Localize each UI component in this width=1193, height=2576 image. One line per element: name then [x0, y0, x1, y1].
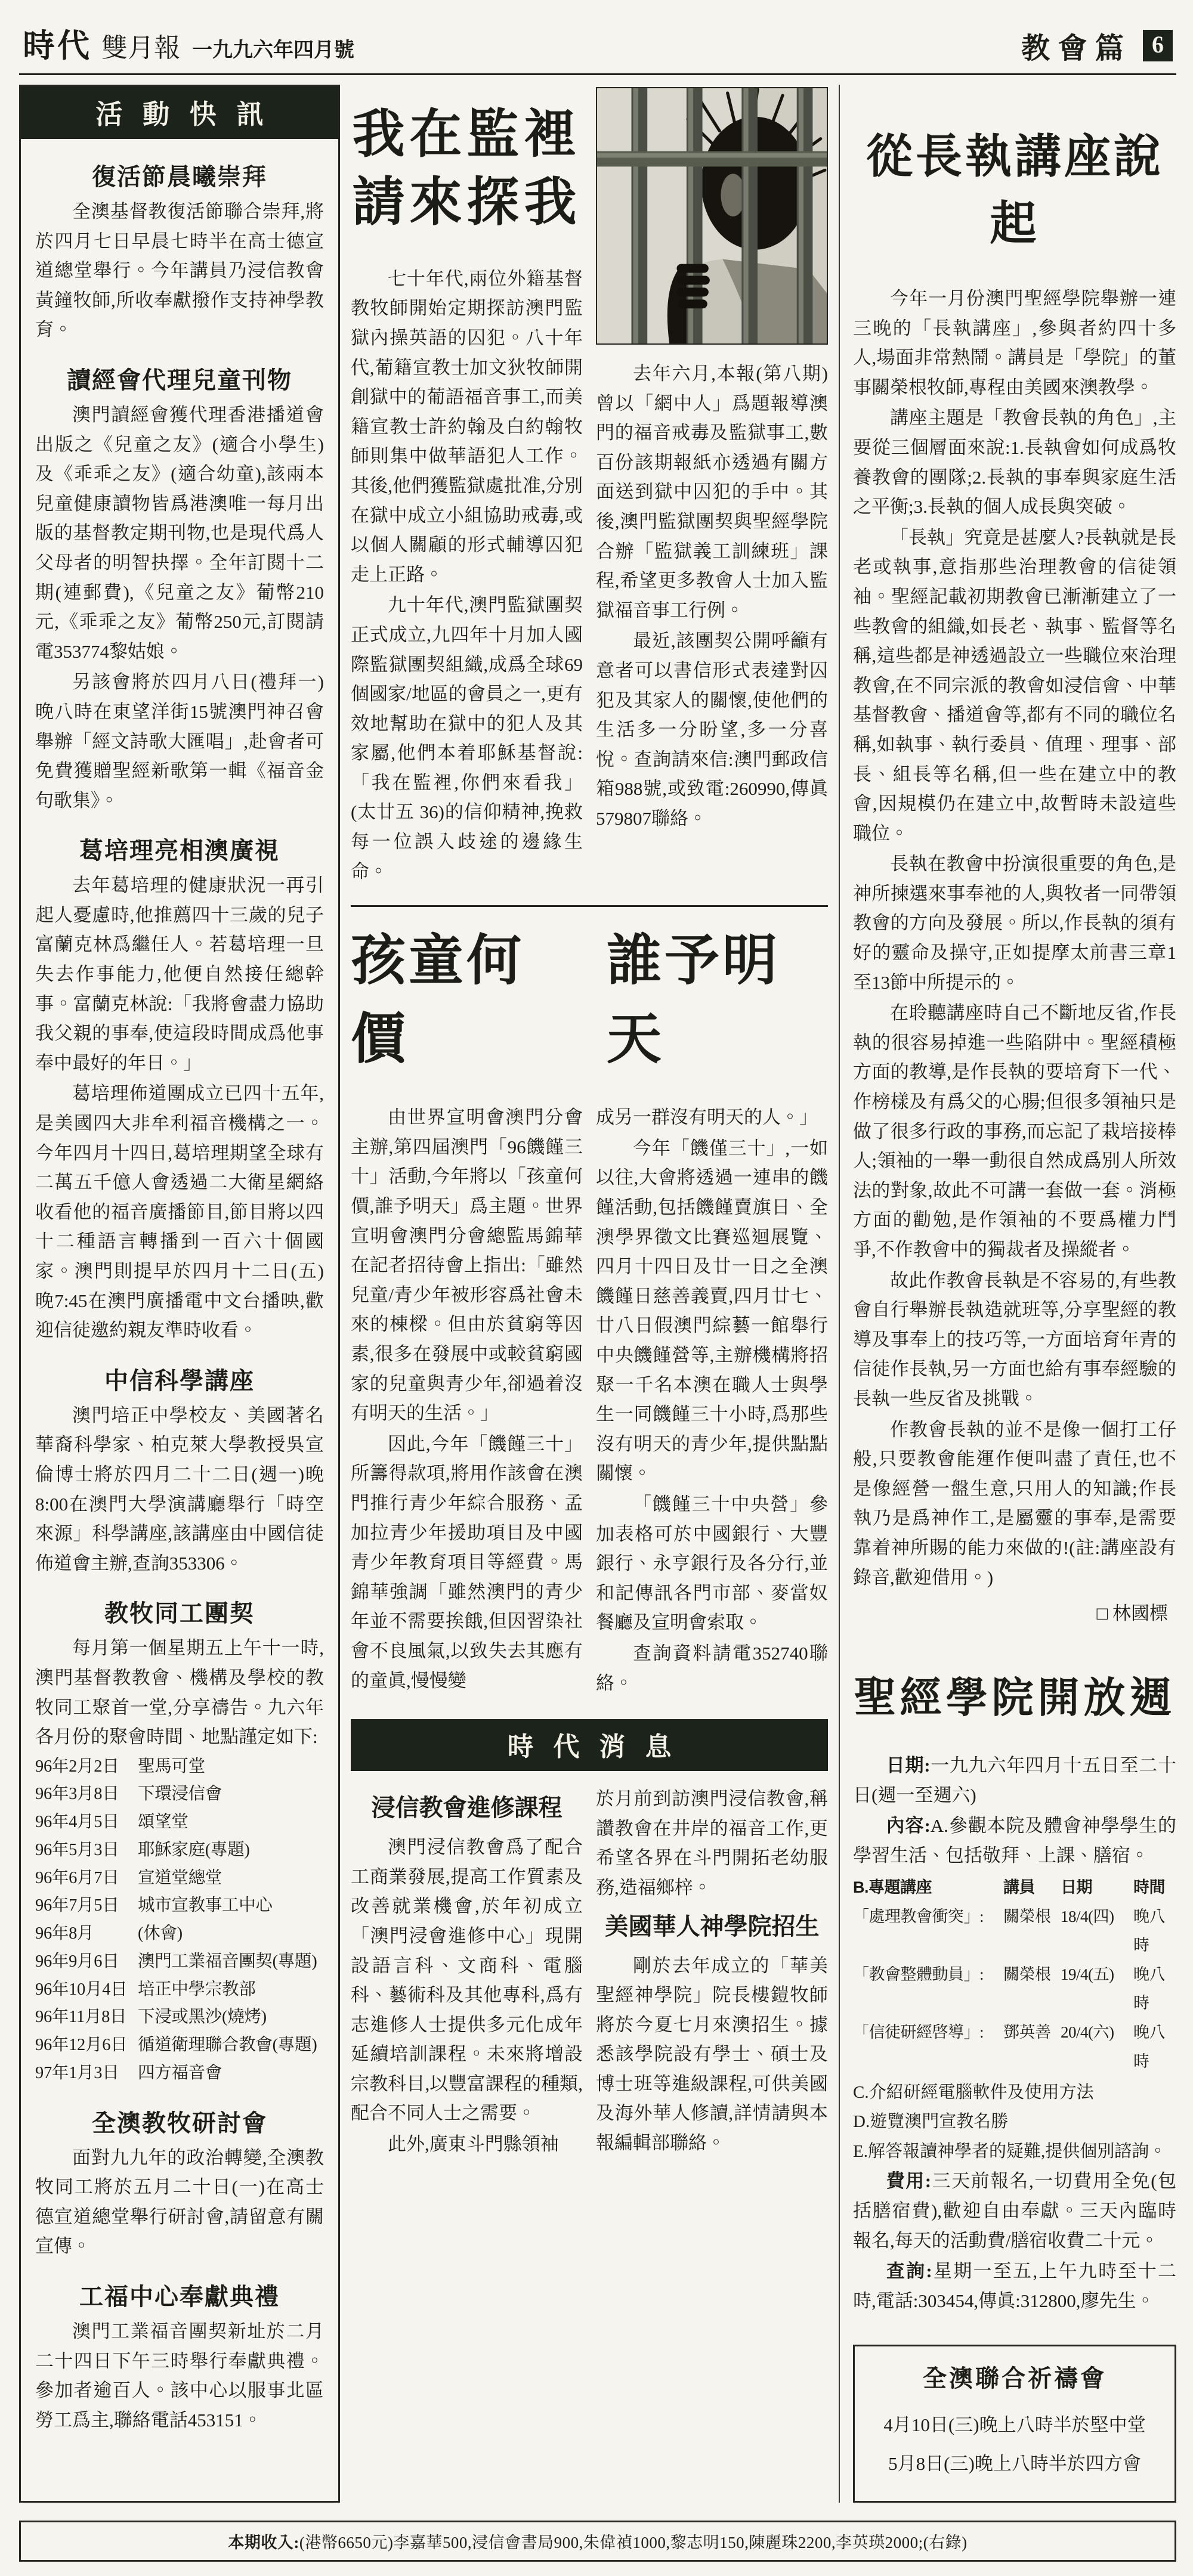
- times-news-banner: 時代消息: [351, 1719, 828, 1771]
- paragraph: 「饑饉三十中央營」參加表格可於中國銀行、大豐銀行、永亨銀行及各分行,並和記傳訊各門市部、麥當奴餐廳及宣明會索取。: [596, 1493, 828, 1633]
- lecture-date: 20/4(六): [1061, 2023, 1114, 2041]
- section-title-billy-graham-tv: 葛培理亮相澳廣視: [79, 838, 280, 865]
- open-week-inquiry-line: [853, 2256, 1176, 2316]
- united-prayer-meeting-box: [853, 2345, 1176, 2503]
- column-header-speaker: 講員: [1003, 1878, 1035, 1896]
- paragraph: 作教會長執的並不是像一個打工仔般,只要教會能運作便叫盡了責任,也不是像經營一盤生意,只用人的知識;作長執乃是爲神作工,是屬靈的事奉,是需要靠着神所賜的能力來做的!(註:講座設有錄音,歡迎借用。): [853, 1419, 1176, 1588]
- open-week-date-line: [853, 1751, 1176, 1810]
- section-title-pastors-seminar: 全澳教牧研討會: [92, 2110, 267, 2137]
- schedule-row: [35, 1809, 324, 1837]
- prison-article-title: [351, 101, 583, 238]
- news-title-baptist-courses: 浸信教會進修課程: [371, 1795, 562, 1822]
- paragraph: 由世界宣明會澳門分會主辦,第四屆澳門「96饑饉三十」活動,今年將以「孩童何價,誰予明天」爲主題。世界宣明會澳門分會總監馬錦華在記者招待會上指出:「雖然兒童/青少年被形容爲社會未來的棟樑。但由於貧窮等因素,很多在發展中或較貧窮國家的兒童與青少年,卻過着沒有明天的生活。」: [351, 1107, 583, 1424]
- lecture-speaker: 鄧英善: [1003, 2023, 1051, 2041]
- lecture-topic: 「處理教會衝突」:: [853, 1907, 984, 1925]
- schedule-date: 96年2月2日: [35, 1757, 119, 1776]
- lecture-speaker: 關榮根: [1003, 1907, 1051, 1925]
- schedule-venue: 宣道堂總堂: [138, 1868, 222, 1887]
- lecture-row: [853, 2018, 1176, 2076]
- schedule-row: [35, 2032, 324, 2060]
- schedule-venue: 聖馬可堂: [138, 1757, 205, 1776]
- author-byline: □ 林國標: [1096, 1603, 1168, 1624]
- content-label: 內容:: [886, 1815, 931, 1836]
- masthead: [19, 20, 1176, 75]
- schedule-venue: 下環浸信會: [138, 1785, 222, 1804]
- prayer-meeting-line: 5月8日(三)晚上八時半於四方會: [888, 2453, 1141, 2475]
- paragraph: 最近,該團契公開呼籲有意者可以書信形式表達對囚犯及其家人的關懷,使他們的生活多一分盼望,多一分喜悅。查詢請來信:澳門郵政信箱988號,或致電:260990,傳眞579807聯絡。: [596, 630, 828, 829]
- schedule-date: 96年8月: [35, 1924, 94, 1943]
- paragraph: 九十年代,澳門監獄團契正式成立,九四年十月加入國際監獄團契組織,成爲全球69個國家/地區的會員之一,更有效地幫助在獄中的犯人及其家屬,他們本着耶穌基督說:「我在監裡,你們來看我」(太廿五 36)的信仰精神,挽救每一位誤入歧途的邊緣生命。: [351, 595, 583, 882]
- schedule-row: [35, 1865, 324, 1893]
- fee-value: 三天前報名,一切費用全免(包括膳宿費),歡迎自由奉獻。三天內臨時報名,每天的活動費/膳宿收費二十元。: [853, 2171, 1177, 2252]
- news-title-seminary-admission: 美國華人神學院招生: [604, 1913, 820, 1940]
- section-divider: [351, 905, 828, 907]
- date-label: 日期:: [886, 1755, 931, 1776]
- paragraph: 全澳基督教復活節聯合崇拜,將於四月七日早晨七時半在高士德宣道總堂舉行。今年講員乃浸信教會黃鐘牧師,所收奉獻撥作支持神學教育。: [35, 201, 324, 340]
- lecture-speaker: 關榮根: [1003, 1965, 1051, 1983]
- famine-article-title: [351, 917, 828, 1074]
- bible-college-open-week: [853, 1664, 1176, 2316]
- fee-label: 費用:: [886, 2171, 932, 2192]
- schedule-row: [35, 1892, 324, 1920]
- news-left-column: [351, 1784, 583, 2160]
- schedule-venue: (休會): [138, 1924, 183, 1943]
- newspaper-title: 時代: [23, 28, 92, 64]
- paragraph: 剛於去年成立的「華美聖經神學院」院長樓鎧牧師將於今夏七月來澳招生。據悉該學院設有學士、碩士及博士班等進級課程,可供美國及海外華人修讀,詳情請與本報編輯部聯絡。: [596, 1955, 828, 2154]
- paragraph: 澳門浸信教會爲了配合工商業發展,提高工作質素及改善就業機會,於年初成立「澳門浸會進修中心」現開設語言科、文商科、電腦科、藝術科及其他專科,爲有志進修人士提供多元化成年延續培訓課程。未來將增設宗教科目,以豐富課程的種類,配合不同人士之需要。: [351, 1837, 583, 2124]
- schedule-row: [35, 1837, 324, 1865]
- paragraph: 講座主題是「教會長執的角色」,主要從三個層面來說:1.長執會如何成爲牧養教會的團隊;2.長執的事奉與家庭生活之平衡;3.長執的個人成長與突破。: [853, 407, 1176, 518]
- fellowship-schedule: [35, 1753, 324, 2088]
- page-number-badge: 6: [1143, 30, 1173, 61]
- paragraph: 此外,廣東斗門縣領袖: [388, 2134, 559, 2155]
- schedule-venue: 耶穌家庭(專題): [138, 1840, 250, 1859]
- article-elders-lecture: [853, 119, 1176, 1625]
- prison-article-left-column: [351, 85, 583, 887]
- page-content: [19, 85, 1176, 2503]
- column-header-topic: B.專題講座: [853, 1878, 932, 1896]
- paragraph: 長執在教會中扮演很重要的角色,是神所揀選來事奉祂的人,與牧者一同帶領教會的方向及發展。所以,作長執的須有好的靈命及操守,正如提摩太前書三章1至13節中所提示的。: [853, 853, 1176, 993]
- content-item-e: E.解答報讀神學者的疑難,提供個別諮詢。: [853, 2141, 1167, 2161]
- schedule-date: 97年1月3日: [35, 2063, 119, 2082]
- paragraph: 在聆聽講座時自己不斷地反省,作長執的很容易掉進一些陷阱中。聖經積極方面的教導,是作長執的要培育下一代、作榜樣及有爲父的心腸;但很多領袖只是做了很多行政的事務,而忘記了栽培接棒人;領袖的一舉一動很自然成爲別人所效法的對象,故此不可講一套做一套。消極方面的勸勉,是作領袖的不要爲權力鬥爭,不作教會中的獨裁者及操縱者。: [853, 1002, 1176, 1260]
- times-news-section: [351, 1719, 828, 2160]
- title-line-1: 我在監裡: [352, 106, 582, 164]
- paragraph: 澳門讀經會獲代理香港播道會出版之《兒童之友》(適合小學生)及《乖乖之友》(適合幼童),該兩本兒童健康讀物皆爲港澳唯一每月出版的基督教定期刊物,也是現代爲人父母者的明智抉擇。全年訂閱十二期(連郵費),《兒童之友》葡幣210元,《乖乖之友》葡幣250元,訂閱請電353774黎姑娘。: [35, 404, 324, 662]
- schedule-venue: 培正中學宗教部: [138, 1980, 256, 1999]
- schedule-venue: 城市宣教事工中心: [138, 1896, 273, 1915]
- lecture-table: [853, 1873, 1176, 2076]
- famine-article-right-column: [596, 1103, 828, 1699]
- income-label: 本期收入:: [228, 2534, 299, 2552]
- activity-bulletin-banner: 活動快訊: [21, 86, 338, 139]
- schedule-row: [35, 1781, 324, 1809]
- section-title-pastors-fellowship: 教牧同工團契: [104, 1600, 255, 1627]
- paragraph: 因此,今年「饑饉三十」所籌得款項,將用作該會在澳門推行青少年綜合服務、孟加拉青少年援助項目及中國青少年教育項目等經費。馬錦華強調「雖然澳門的青少年並不需要挨餓,但因習染社會不良風氣,以致失去其應有的童眞,慢慢變: [351, 1433, 583, 1691]
- middle-column: [351, 85, 828, 2503]
- content-item-a: A.參觀本院及體會神學學生的學習生活、包括敬拜、上課、膳宿。: [853, 1815, 1176, 1866]
- schedule-row: [35, 2004, 324, 2032]
- income-footer: [19, 2521, 1176, 2562]
- masthead-right: [1021, 25, 1173, 66]
- paragraph: 故此作教會長執是不容易的,有些教會自行舉辦長執造就班等,分享聖經的教導及事奉上的技巧等,一方面培育年青的信徒作長執,另一方面也給有事奉經驗的長執一些反省及挑戰。: [853, 1270, 1176, 1409]
- title-line-2: 請來探我: [352, 174, 582, 233]
- schedule-venue: 四方福音會: [138, 2063, 222, 2082]
- section-title-dedication-ceremony: 工福中心奉獻典禮: [79, 2283, 280, 2310]
- inquiry-value: 星期一至五,上午九時至十二時,電話:303454,傳眞:312800,廖先生。: [853, 2260, 1176, 2311]
- newspaper-subtitle: 雙月報: [101, 33, 180, 63]
- schedule-date: 96年10月4日: [35, 1980, 128, 1999]
- prison-article-right-column: [596, 85, 828, 887]
- content-item-c: C.介紹研經電腦軟件及使用方法: [853, 2083, 1094, 2103]
- schedule-date: 96年3月8日: [35, 1785, 119, 1804]
- section-title-science-lecture: 中信科學講座: [104, 1367, 255, 1394]
- date-value: 一九九六年四月十五日至二十日(週一至週六): [853, 1755, 1177, 1806]
- prayer-meeting-title: 全澳聯合祈禱會: [923, 2366, 1107, 2392]
- article-famine-thirty: [351, 917, 828, 1699]
- lecture-date: 19/4(五): [1061, 1965, 1114, 1983]
- paragraph: 澳門培正中學校友、美國著名華裔科學家、柏克萊大學教授吳宣倫博士將於四月二十二日(週一)晚8:00在澳門大學演講廳舉行「時空來源」科學講座,該講座由中國信徒佈道會主辦,查詢353306。: [35, 1404, 324, 1574]
- paragraph: 於月前到訪澳門浸信教會,稱讚教會在井岸的福音工作,更希望各界在斗門開拓老幼服務,造福鄉梓。: [596, 1788, 828, 1898]
- column-header-date: 日期: [1061, 1878, 1092, 1896]
- issue-date: 一九九六年四月號: [192, 39, 354, 61]
- schedule-date: 96年12月6日: [35, 2036, 128, 2055]
- schedule-row: [35, 1920, 324, 1948]
- schedule-date: 96年5月3日: [35, 1840, 119, 1859]
- lecture-row: [853, 1960, 1176, 2018]
- paragraph: 葛培理佈道團成立已四十五年,是美國四大非牟利福音機構之一。今年四月十四日,葛培理期望全球有二萬五千億人會透過二大衛星網絡收看他的福音廣播節目,節目將以四十二種語言轉播到一百六十個國家。澳門則提早於四月十二日(五)晚7:45在澳門廣播電中文台播映,歡迎信徒邀約親友準時收看。: [35, 1083, 324, 1341]
- section-label: 教會篇: [1021, 33, 1132, 64]
- schedule-date: 96年11月8日: [35, 2008, 127, 2027]
- prison-photo-illustration: [597, 88, 827, 343]
- paragraph: 「長執」究竟是甚麼人?長執就是長老或執事,意指那些治理教會的信徒領袖。聖經記載初期教會已漸漸建立了一些教會的組織,如長老、執事、監督等名稱,這些都是神透過設立一些職位來治理教會,在不同宗派的教會如浸信會、中華基督教會、播道會等,都有不同的職位名稱,如執事、執行委員、值理、理事、部長、組長等名稱,但一些在建立中的教會,因規模仍在建立中,故暫時未設這些職位。: [853, 527, 1176, 844]
- paragraph: 面對九九年的政治轉變,全澳教牧同工將於五月二十日(一)在高士德宣道總堂舉行研討會,請留意有關宣傳。: [35, 2147, 324, 2257]
- schedule-row: [35, 2060, 324, 2088]
- paragraph: 去年葛培理的健康狀況一再引起人憂慮時,他推薦四十三歲的兒子富蘭克林爲繼任人。若葛培理一旦失去作事能力,他便自然接任總幹事。富蘭克林說:「我將會盡力協助我父親的事奉,使這段時間成爲他事奉中最好的年日。」: [35, 875, 324, 1073]
- schedule-row: [35, 1948, 324, 1976]
- paragraph: 去年六月,本報(第八期)曾以「網中人」爲題報導澳門的福音戒毒及監獄事工,數百份該期報紙亦透過有關方面送到獄中囚犯的手中。其後,澳門監獄團契與聖經學院合辦「監獄義工訓練班」課程,希望更多教會人士加入監獄福音事工行例。: [596, 363, 828, 621]
- paragraph: 查詢資料請電352740聯絡。: [596, 1642, 828, 1693]
- lecture-time: 晚八時: [1133, 2023, 1165, 2070]
- title-part-2: 誰予明天: [607, 930, 781, 1070]
- paragraph: 澳門工業福音團契新址於二月二十四日下午三時舉行奉獻典禮。參加者逾百人。該中心以服事北區勞工爲主,聯絡電話453151。: [35, 2320, 324, 2431]
- inquiry-label: 查詢:: [886, 2260, 932, 2281]
- content-item-d: D.遊覽澳門宣教名勝: [853, 2112, 1009, 2132]
- lecture-table-header: [853, 1873, 1176, 1902]
- column-header-time: 時間: [1133, 1878, 1165, 1896]
- news-right-column: [596, 1784, 828, 2160]
- schedule-venue: 循道衛理聯合教會(專題): [138, 2036, 317, 2055]
- right-column: [839, 85, 1176, 2503]
- lecture-time: 晚八時: [1133, 1965, 1165, 2012]
- section-title-easter-service: 復活節晨曦崇拜: [92, 164, 267, 190]
- open-week-title: 聖經學院開放週: [854, 1674, 1176, 1722]
- open-week-content-line: [853, 1811, 1176, 1871]
- schedule-date: 96年4月5日: [35, 1813, 119, 1832]
- prayer-meeting-line: 4月10日(三)晚上八時半於堅中堂: [883, 2414, 1146, 2436]
- prisoner-behind-bars-photo: [596, 87, 828, 345]
- paragraph: 今年「饑僅三十」,一如以往,大會將透過一連串的饑饉活動,包括饑饉賣旗日、全澳學界徵文比賽巡迴展覽、四月十四日及廿一日之全澳饑饉日慈善義賣,四月廿七、廿八日假澳門綜藝一館舉行中央饑饉營等,主辦機構將招聚一千名本澳在職人士與學生一同饑饉三十小時,爲那些沒有明天的青少年,提供點點關懷。: [596, 1137, 828, 1484]
- schedule-venue: 頌望堂: [138, 1813, 188, 1832]
- section-title-children-publications: 讀經會代理兒童刊物: [67, 367, 292, 394]
- lecture-row: [853, 1902, 1176, 1960]
- schedule-date: 96年7月5日: [35, 1896, 119, 1915]
- income-detail: (港幣6650元)李嘉華500,浸信會書局900,朱偉禎1000,黎志明150,陳麗珠2200,李英瑛2000;(右錄): [299, 2534, 968, 2552]
- schedule-date: 96年6月7日: [35, 1868, 119, 1887]
- schedule-row: [35, 1976, 324, 2004]
- open-week-fee-line: [853, 2166, 1176, 2256]
- activity-bulletin-body: [21, 139, 338, 2451]
- article-prison-ministry: [351, 85, 828, 887]
- paragraph: 另該會將於四月八日(禮拜一)晚八時在東望洋街15號澳門神召會舉辦「經文詩歌大匯唱」,赴會者可免費獲贈聖經新歌第一輯《福音金句歌集》。: [35, 671, 324, 811]
- paragraph: 七十年代,兩位外籍基督教牧師開始定期探訪澳門監獄內操英語的囚犯。八十年代,葡籍宣教士加文狄牧師開創獄中的葡語福音事工,而美籍宣教士許約翰及白約翰牧師則集中做華語犯人工作。其後,他們獲監獄處批准,分別在獄中成立小組協助戒毒,或以個人關顧的形式輔導囚犯走上正路。: [351, 268, 583, 585]
- title-part-1: 孩童何價: [351, 930, 525, 1070]
- elders-article-title: 從長執講座說起: [866, 131, 1163, 249]
- lecture-date: 18/4(四): [1061, 1907, 1114, 1925]
- activity-bulletin-column: [19, 85, 340, 2503]
- lecture-topic: 「信徒研經啓導」:: [853, 2023, 984, 2041]
- schedule-row: [35, 1753, 324, 1781]
- paragraph: 成另一群沒有明天的人。」: [596, 1107, 818, 1128]
- schedule-venue: 澳門工業福音團契(專題): [138, 1952, 317, 1971]
- schedule-date: 96年9月6日: [35, 1952, 119, 1971]
- famine-article-left-column: [351, 1103, 583, 1699]
- lecture-time: 晚八時: [1133, 1907, 1165, 1955]
- schedule-venue: 下浸或黑沙(燒烤): [138, 2008, 267, 2027]
- masthead-left: [23, 20, 354, 66]
- lecture-topic: 「教會整體動員」:: [853, 1965, 984, 1983]
- paragraph: 今年一月份澳門聖經學院舉辦一連三晚的「長執講座」,參與者約四十多人,場面非常熱鬧。講員是「學院」的董事關榮根牧師,專程由美國來澳教學。: [853, 288, 1176, 398]
- paragraph: 每月第一個星期五上午十一時,澳門基督教教會、機構及學校的教牧同工聚首一堂,分享禱告。九六年各月份的聚會時間、地點謹定如下:: [35, 1637, 324, 1748]
